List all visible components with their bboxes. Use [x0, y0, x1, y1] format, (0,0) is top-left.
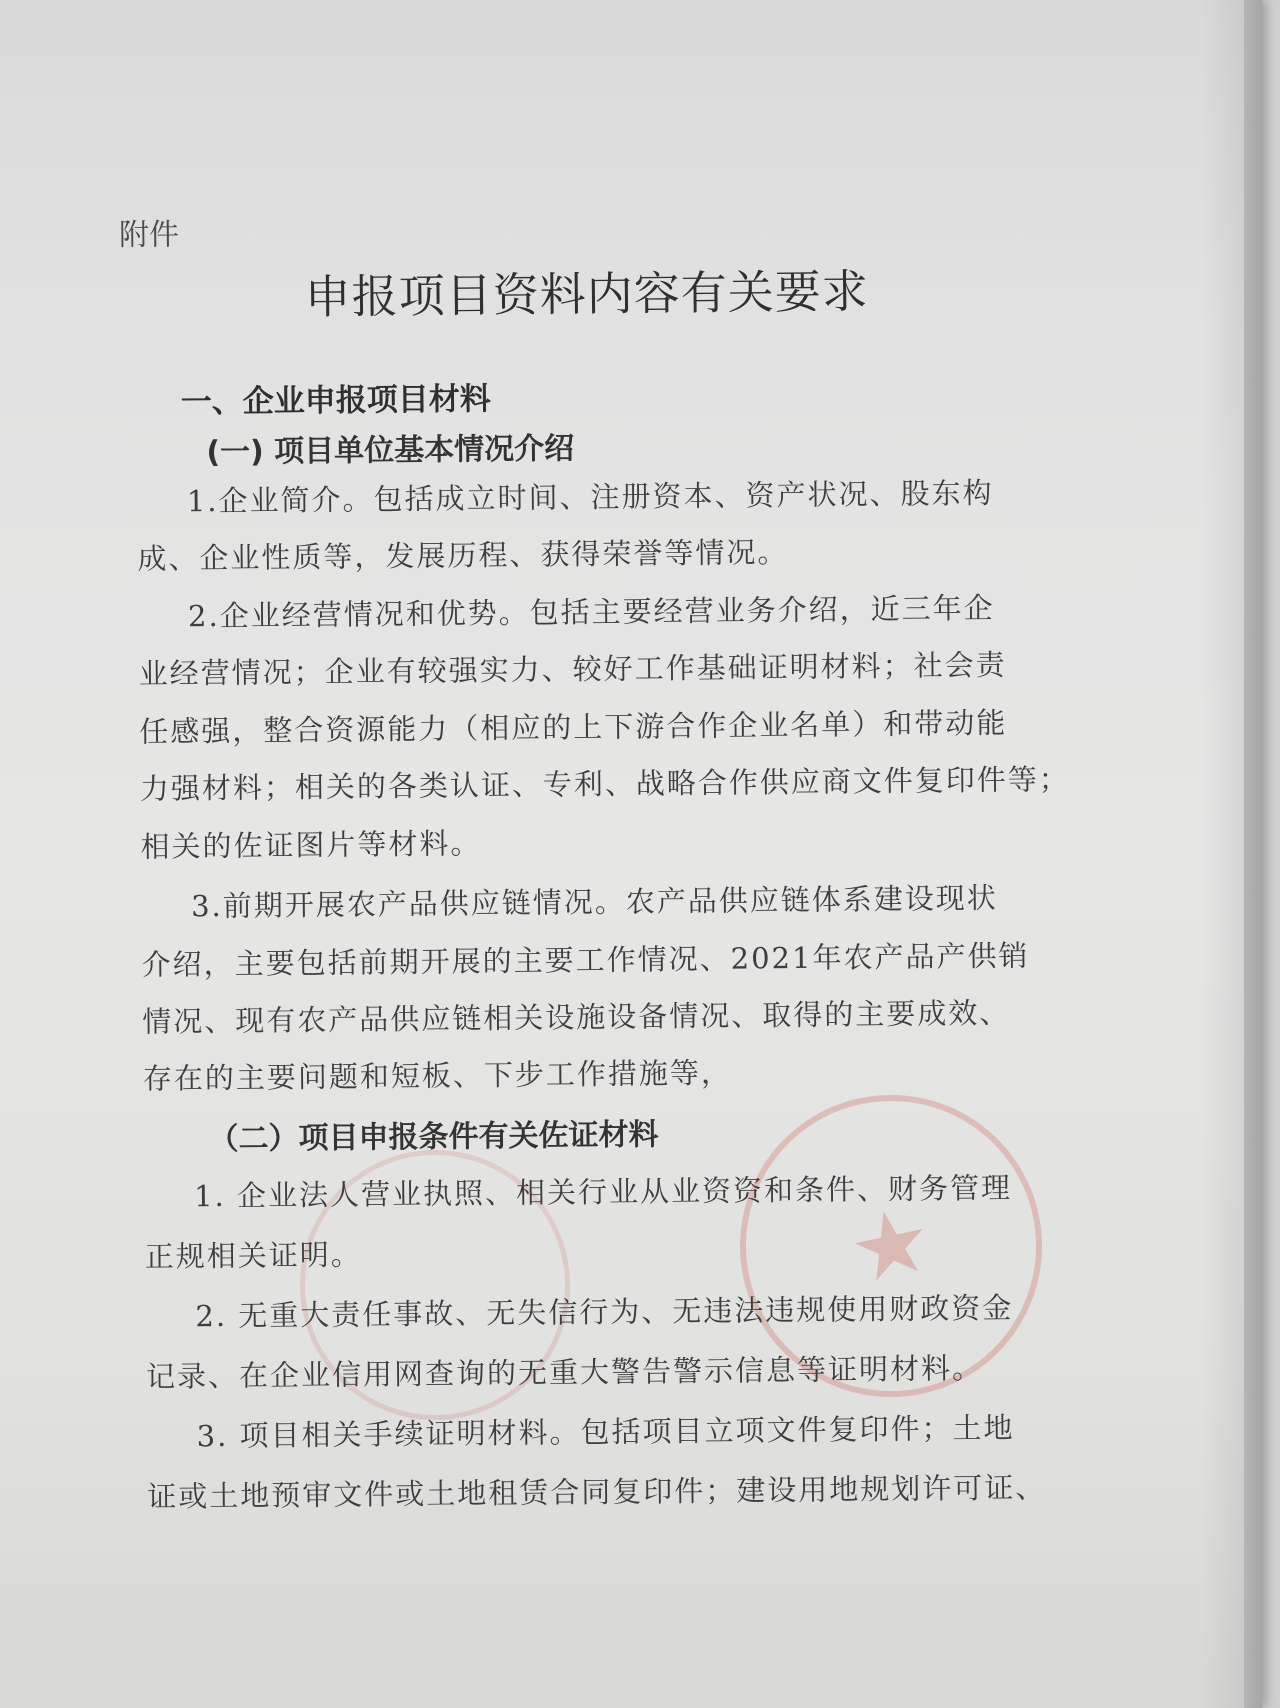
paragraph-line: 证或土地预审文件或土地租赁合同复印件；建设用地规划许可证、 [147, 1470, 1047, 1514]
paragraph-line: 1. 企业法人营业执照、相关行业从业资资和条件、财务管理 [193, 1170, 1013, 1214]
paper-edge [1244, 0, 1262, 1708]
subsection-heading-2: （二）项目申报条件有关佐证材料 [208, 1117, 659, 1158]
paragraph-line: 情况、现有农产品供应链相关设施设备情况、取得的主要成效、 [142, 995, 1011, 1039]
section-heading: 一、企业申报项目材料 [180, 381, 491, 421]
paragraph-line: 3.前期开展农产品供应链情况。农产品供应链体系建设现状 [190, 880, 998, 924]
paragraph-line: 2. 无重大责任事故、无失信行为、无违法违规使用财政资金 [195, 1290, 1014, 1334]
paragraph-line: 任感强，整合资源能力（相应的上下游合作企业名单）和带动能 [139, 705, 1008, 749]
paragraph-line: 正规相关证明。 [144, 1237, 362, 1274]
subsection-heading-1: (一) 项目单位基本情况介绍 [206, 431, 575, 471]
paragraph-line: 2.企业经营情况和优势。包括主要经营业务介绍，近三年企 [187, 590, 995, 634]
paragraph-line: 1.企业简介。包括成立时间、注册资本、资产状况、股东构 [186, 475, 994, 519]
seal-star-icon: ★ [840, 1185, 942, 1306]
paragraph-line: 力强材料；相关的各类认证、专利、战略合作供应商文件复印件等； [139, 762, 1071, 806]
paragraph-line: 成、企业性质等，发展历程、获得荣誉等情况。 [137, 535, 789, 576]
paragraph-line: 3. 项目相关手续证明材料。包括项目立项文件复印件；土地 [196, 1410, 1015, 1454]
paragraph-line: 业经营情况；企业有较强实力、较好工作基础证明材料；社会责 [138, 647, 1007, 691]
paragraph-line: 存在的主要问题和短板、下步工作措施等， [142, 1055, 733, 1096]
document-title: 申报项目资料内容有关要求 [304, 264, 869, 325]
attachment-label: 附件 [118, 217, 180, 254]
paragraph-line: 介绍，主要包括前期开展的主要工作情况、2021年农产品产供销 [141, 938, 1030, 982]
paragraph-line: 记录、在企业信用网查询的无重大警告警示信息等证明材料。 [145, 1351, 984, 1394]
paragraph-line: 相关的佐证图片等材料。 [140, 826, 482, 864]
